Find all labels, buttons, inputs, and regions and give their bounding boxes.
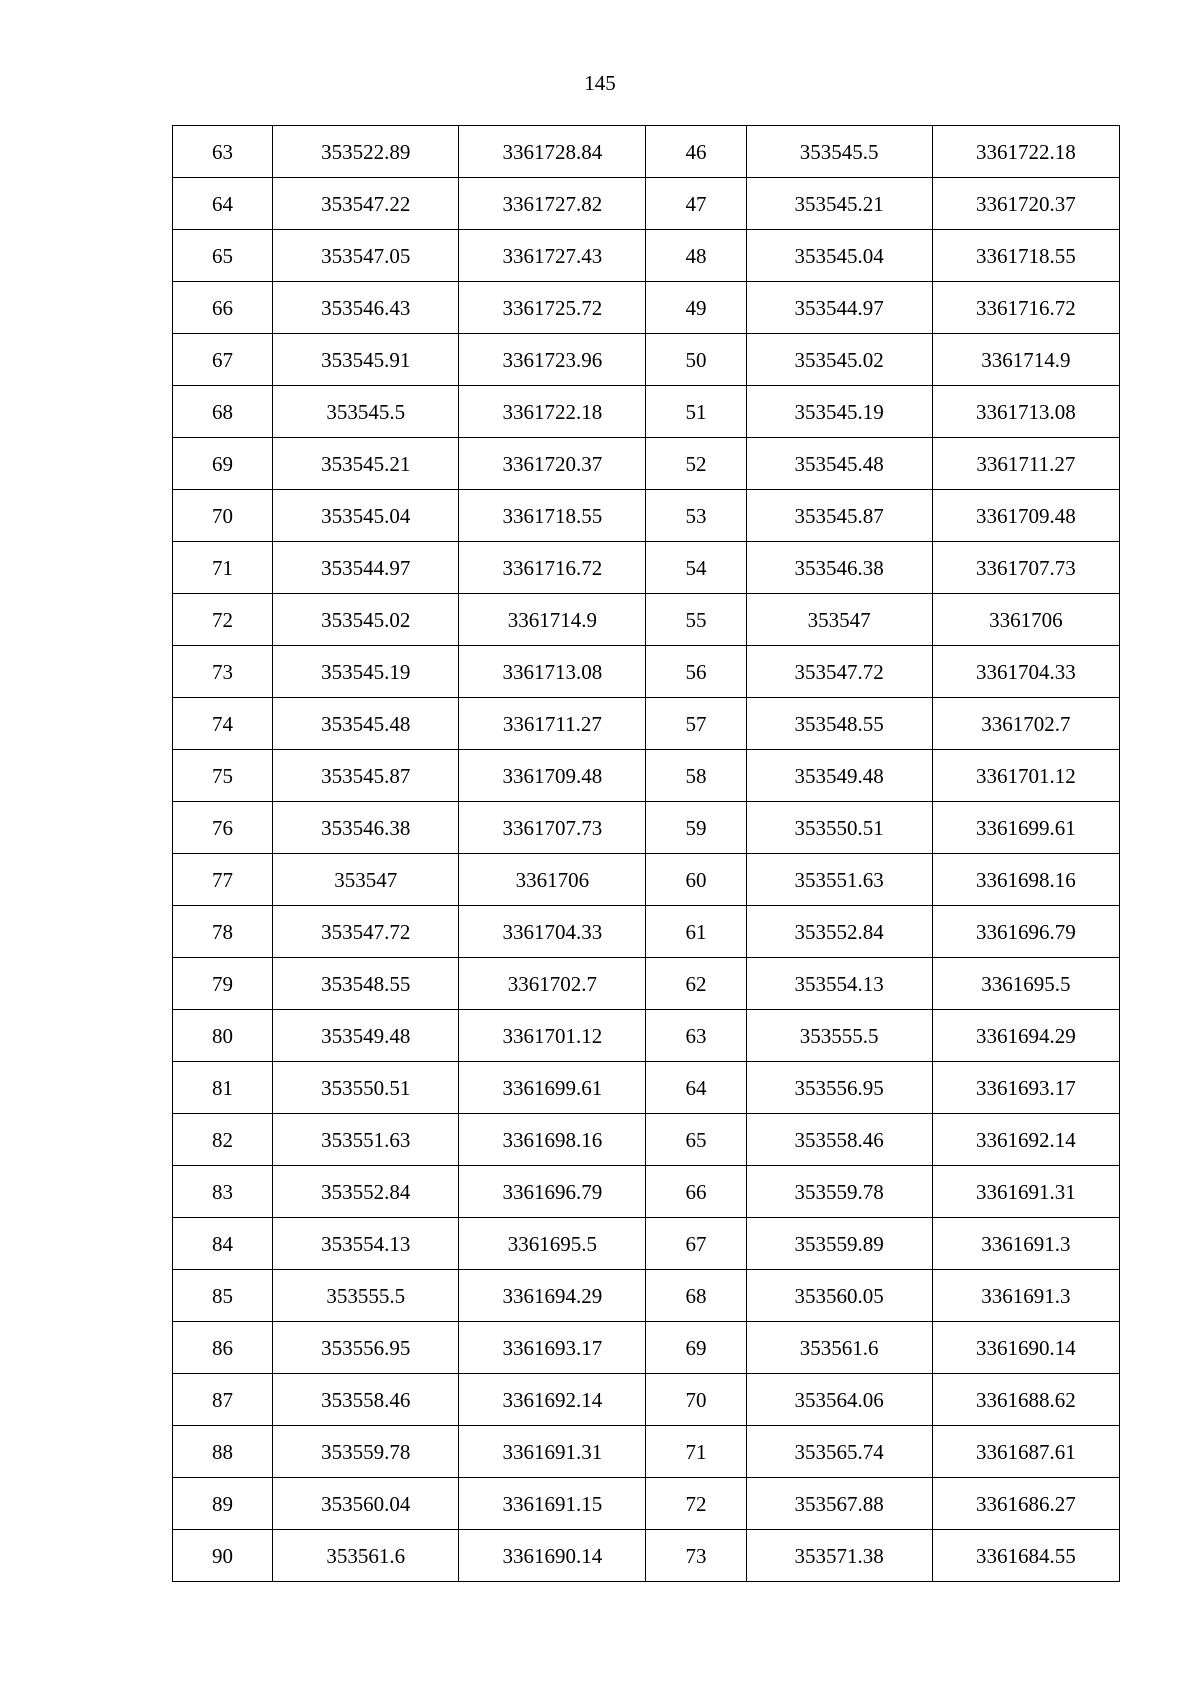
right-x-coordinate-cell: 353545.02 <box>746 334 932 386</box>
right-point-number-cell: 51 <box>646 386 746 438</box>
left-point-number-cell: 65 <box>173 230 273 282</box>
right-x-coordinate-cell: 353551.63 <box>746 854 932 906</box>
right-x-coordinate-cell: 353546.38 <box>746 542 932 594</box>
table-row <box>173 438 1120 490</box>
left-point-number-cell: 69 <box>173 438 273 490</box>
right-x-coordinate-cell: 353545.21 <box>746 178 932 230</box>
table-row <box>173 1478 1120 1530</box>
right-point-number-cell: 70 <box>646 1374 746 1426</box>
table-row <box>173 490 1120 542</box>
table-row <box>173 1218 1120 1270</box>
left-x-coordinate-cell: 353545.19 <box>273 646 459 698</box>
table-row <box>173 334 1120 386</box>
left-x-coordinate-cell: 353547 <box>273 854 459 906</box>
left-x-coordinate-cell: 353545.21 <box>273 438 459 490</box>
right-x-coordinate-cell: 353567.88 <box>746 1478 932 1530</box>
left-point-number-cell: 71 <box>173 542 273 594</box>
table-row <box>173 1114 1120 1166</box>
right-y-coordinate-cell: 3361691.3 <box>932 1218 1119 1270</box>
right-y-coordinate-cell: 3361709.48 <box>932 490 1119 542</box>
right-y-coordinate-cell: 3361698.16 <box>932 854 1119 906</box>
right-point-number-cell: 72 <box>646 1478 746 1530</box>
left-point-number-cell: 88 <box>173 1426 273 1478</box>
left-x-coordinate-cell: 353546.43 <box>273 282 459 334</box>
right-x-coordinate-cell: 353565.74 <box>746 1426 932 1478</box>
right-x-coordinate-cell: 353549.48 <box>746 750 932 802</box>
left-y-coordinate-cell: 3361723.96 <box>459 334 646 386</box>
right-point-number-cell: 53 <box>646 490 746 542</box>
left-y-coordinate-cell: 3361725.72 <box>459 282 646 334</box>
right-point-number-cell: 49 <box>646 282 746 334</box>
table-row <box>173 1270 1120 1322</box>
left-x-coordinate-cell: 353561.6 <box>273 1530 459 1582</box>
left-point-number-cell: 75 <box>173 750 273 802</box>
page-number: 145 <box>584 71 616 95</box>
right-point-number-cell: 66 <box>646 1166 746 1218</box>
right-x-coordinate-cell: 353547.72 <box>746 646 932 698</box>
left-y-coordinate-cell: 3361698.16 <box>459 1114 646 1166</box>
left-point-number-cell: 63 <box>173 126 273 178</box>
left-y-coordinate-cell: 3361716.72 <box>459 542 646 594</box>
left-x-coordinate-cell: 353555.5 <box>273 1270 459 1322</box>
right-y-coordinate-cell: 3361693.17 <box>932 1062 1119 1114</box>
left-y-coordinate-cell: 3361702.7 <box>459 958 646 1010</box>
left-point-number-cell: 66 <box>173 282 273 334</box>
right-point-number-cell: 46 <box>646 126 746 178</box>
right-y-coordinate-cell: 3361688.62 <box>932 1374 1119 1426</box>
right-y-coordinate-cell: 3361699.61 <box>932 802 1119 854</box>
right-point-number-cell: 63 <box>646 1010 746 1062</box>
right-y-coordinate-cell: 3361711.27 <box>932 438 1119 490</box>
left-y-coordinate-cell: 3361695.5 <box>459 1218 646 1270</box>
right-y-coordinate-cell: 3361691.3 <box>932 1270 1119 1322</box>
table-row <box>173 958 1120 1010</box>
right-point-number-cell: 67 <box>646 1218 746 1270</box>
left-x-coordinate-cell: 353559.78 <box>273 1426 459 1478</box>
right-y-coordinate-cell: 3361686.27 <box>932 1478 1119 1530</box>
right-x-coordinate-cell: 353552.84 <box>746 906 932 958</box>
right-y-coordinate-cell: 3361695.5 <box>932 958 1119 1010</box>
right-y-coordinate-cell: 3361718.55 <box>932 230 1119 282</box>
right-y-coordinate-cell: 3361716.72 <box>932 282 1119 334</box>
left-x-coordinate-cell: 353547.22 <box>273 178 459 230</box>
left-y-coordinate-cell: 3361691.31 <box>459 1426 646 1478</box>
right-x-coordinate-cell: 353547 <box>746 594 932 646</box>
right-y-coordinate-cell: 3361690.14 <box>932 1322 1119 1374</box>
left-y-coordinate-cell: 3361727.82 <box>459 178 646 230</box>
table-row <box>173 178 1120 230</box>
table-row <box>173 802 1120 854</box>
left-y-coordinate-cell: 3361728.84 <box>459 126 646 178</box>
right-y-coordinate-cell: 3361694.29 <box>932 1010 1119 1062</box>
left-y-coordinate-cell: 3361704.33 <box>459 906 646 958</box>
right-point-number-cell: 47 <box>646 178 746 230</box>
table-row <box>173 1062 1120 1114</box>
left-x-coordinate-cell: 353546.38 <box>273 802 459 854</box>
left-point-number-cell: 87 <box>173 1374 273 1426</box>
table-row <box>173 854 1120 906</box>
right-x-coordinate-cell: 353558.46 <box>746 1114 932 1166</box>
right-x-coordinate-cell: 353545.19 <box>746 386 932 438</box>
right-y-coordinate-cell: 3361691.31 <box>932 1166 1119 1218</box>
table-row <box>173 698 1120 750</box>
right-x-coordinate-cell: 353571.38 <box>746 1530 932 1582</box>
table-row <box>173 1530 1120 1582</box>
left-x-coordinate-cell: 353554.13 <box>273 1218 459 1270</box>
left-x-coordinate-cell: 353558.46 <box>273 1374 459 1426</box>
table-row <box>173 386 1120 438</box>
left-x-coordinate-cell: 353545.02 <box>273 594 459 646</box>
left-point-number-cell: 74 <box>173 698 273 750</box>
left-point-number-cell: 73 <box>173 646 273 698</box>
right-y-coordinate-cell: 3361714.9 <box>932 334 1119 386</box>
left-y-coordinate-cell: 3361720.37 <box>459 438 646 490</box>
left-x-coordinate-cell: 353556.95 <box>273 1322 459 1374</box>
right-point-number-cell: 73 <box>646 1530 746 1582</box>
left-y-coordinate-cell: 3361722.18 <box>459 386 646 438</box>
right-y-coordinate-cell: 3361706 <box>932 594 1119 646</box>
right-y-coordinate-cell: 3361702.7 <box>932 698 1119 750</box>
left-y-coordinate-cell: 3361691.15 <box>459 1478 646 1530</box>
left-x-coordinate-cell: 353560.04 <box>273 1478 459 1530</box>
left-x-coordinate-cell: 353550.51 <box>273 1062 459 1114</box>
left-x-coordinate-cell: 353545.87 <box>273 750 459 802</box>
right-y-coordinate-cell: 3361713.08 <box>932 386 1119 438</box>
left-x-coordinate-cell: 353551.63 <box>273 1114 459 1166</box>
right-point-number-cell: 54 <box>646 542 746 594</box>
table-row <box>173 906 1120 958</box>
right-y-coordinate-cell: 3361687.61 <box>932 1426 1119 1478</box>
left-y-coordinate-cell: 3361727.43 <box>459 230 646 282</box>
left-point-number-cell: 70 <box>173 490 273 542</box>
left-point-number-cell: 76 <box>173 802 273 854</box>
left-point-number-cell: 79 <box>173 958 273 1010</box>
right-point-number-cell: 60 <box>646 854 746 906</box>
left-point-number-cell: 83 <box>173 1166 273 1218</box>
left-x-coordinate-cell: 353545.48 <box>273 698 459 750</box>
right-x-coordinate-cell: 353545.5 <box>746 126 932 178</box>
right-y-coordinate-cell: 3361704.33 <box>932 646 1119 698</box>
left-point-number-cell: 72 <box>173 594 273 646</box>
right-x-coordinate-cell: 353559.89 <box>746 1218 932 1270</box>
left-x-coordinate-cell: 353544.97 <box>273 542 459 594</box>
left-y-coordinate-cell: 3361706 <box>459 854 646 906</box>
right-point-number-cell: 58 <box>646 750 746 802</box>
table-row <box>173 542 1120 594</box>
left-y-coordinate-cell: 3361701.12 <box>459 1010 646 1062</box>
right-point-number-cell: 52 <box>646 438 746 490</box>
right-y-coordinate-cell: 3361701.12 <box>932 750 1119 802</box>
right-x-coordinate-cell: 353548.55 <box>746 698 932 750</box>
left-point-number-cell: 68 <box>173 386 273 438</box>
left-x-coordinate-cell: 353545.5 <box>273 386 459 438</box>
right-x-coordinate-cell: 353545.48 <box>746 438 932 490</box>
table-row <box>173 750 1120 802</box>
coordinate-table <box>172 125 1120 1582</box>
table-row <box>173 282 1120 334</box>
table-row <box>173 1322 1120 1374</box>
right-x-coordinate-cell: 353550.51 <box>746 802 932 854</box>
table-row <box>173 1426 1120 1478</box>
right-point-number-cell: 57 <box>646 698 746 750</box>
right-point-number-cell: 62 <box>646 958 746 1010</box>
right-y-coordinate-cell: 3361692.14 <box>932 1114 1119 1166</box>
left-x-coordinate-cell: 353545.91 <box>273 334 459 386</box>
right-x-coordinate-cell: 353544.97 <box>746 282 932 334</box>
left-x-coordinate-cell: 353548.55 <box>273 958 459 1010</box>
table-row <box>173 1010 1120 1062</box>
right-point-number-cell: 71 <box>646 1426 746 1478</box>
table-row <box>173 126 1120 178</box>
right-x-coordinate-cell: 353561.6 <box>746 1322 932 1374</box>
right-x-coordinate-cell: 353555.5 <box>746 1010 932 1062</box>
left-point-number-cell: 78 <box>173 906 273 958</box>
left-point-number-cell: 64 <box>173 178 273 230</box>
left-point-number-cell: 80 <box>173 1010 273 1062</box>
left-y-coordinate-cell: 3361692.14 <box>459 1374 646 1426</box>
left-point-number-cell: 82 <box>173 1114 273 1166</box>
left-y-coordinate-cell: 3361718.55 <box>459 490 646 542</box>
left-point-number-cell: 67 <box>173 334 273 386</box>
right-y-coordinate-cell: 3361684.55 <box>932 1530 1119 1582</box>
right-x-coordinate-cell: 353559.78 <box>746 1166 932 1218</box>
left-y-coordinate-cell: 3361709.48 <box>459 750 646 802</box>
left-point-number-cell: 90 <box>173 1530 273 1582</box>
right-x-coordinate-cell: 353554.13 <box>746 958 932 1010</box>
right-point-number-cell: 48 <box>646 230 746 282</box>
left-point-number-cell: 89 <box>173 1478 273 1530</box>
right-y-coordinate-cell: 3361707.73 <box>932 542 1119 594</box>
left-point-number-cell: 85 <box>173 1270 273 1322</box>
table-row <box>173 1166 1120 1218</box>
left-y-coordinate-cell: 3361696.79 <box>459 1166 646 1218</box>
left-x-coordinate-cell: 353522.89 <box>273 126 459 178</box>
table-row <box>173 230 1120 282</box>
right-point-number-cell: 65 <box>646 1114 746 1166</box>
left-x-coordinate-cell: 353549.48 <box>273 1010 459 1062</box>
left-y-coordinate-cell: 3361693.17 <box>459 1322 646 1374</box>
left-y-coordinate-cell: 3361707.73 <box>459 802 646 854</box>
left-y-coordinate-cell: 3361694.29 <box>459 1270 646 1322</box>
right-point-number-cell: 55 <box>646 594 746 646</box>
left-y-coordinate-cell: 3361713.08 <box>459 646 646 698</box>
right-point-number-cell: 56 <box>646 646 746 698</box>
left-x-coordinate-cell: 353552.84 <box>273 1166 459 1218</box>
right-x-coordinate-cell: 353564.06 <box>746 1374 932 1426</box>
table-row <box>173 646 1120 698</box>
left-point-number-cell: 84 <box>173 1218 273 1270</box>
right-x-coordinate-cell: 353560.05 <box>746 1270 932 1322</box>
left-x-coordinate-cell: 353547.72 <box>273 906 459 958</box>
left-y-coordinate-cell: 3361711.27 <box>459 698 646 750</box>
right-point-number-cell: 61 <box>646 906 746 958</box>
right-y-coordinate-cell: 3361722.18 <box>932 126 1119 178</box>
right-point-number-cell: 59 <box>646 802 746 854</box>
left-y-coordinate-cell: 3361699.61 <box>459 1062 646 1114</box>
right-y-coordinate-cell: 3361696.79 <box>932 906 1119 958</box>
right-y-coordinate-cell: 3361720.37 <box>932 178 1119 230</box>
left-point-number-cell: 77 <box>173 854 273 906</box>
left-point-number-cell: 81 <box>173 1062 273 1114</box>
left-x-coordinate-cell: 353547.05 <box>273 230 459 282</box>
left-y-coordinate-cell: 3361714.9 <box>459 594 646 646</box>
table-row <box>173 1374 1120 1426</box>
left-point-number-cell: 86 <box>173 1322 273 1374</box>
left-y-coordinate-cell: 3361690.14 <box>459 1530 646 1582</box>
right-point-number-cell: 50 <box>646 334 746 386</box>
left-x-coordinate-cell: 353545.04 <box>273 490 459 542</box>
right-point-number-cell: 64 <box>646 1062 746 1114</box>
table-row <box>173 594 1120 646</box>
right-point-number-cell: 68 <box>646 1270 746 1322</box>
right-x-coordinate-cell: 353545.04 <box>746 230 932 282</box>
right-x-coordinate-cell: 353556.95 <box>746 1062 932 1114</box>
coordinate-table-body <box>173 126 1120 1582</box>
right-point-number-cell: 69 <box>646 1322 746 1374</box>
right-x-coordinate-cell: 353545.87 <box>746 490 932 542</box>
